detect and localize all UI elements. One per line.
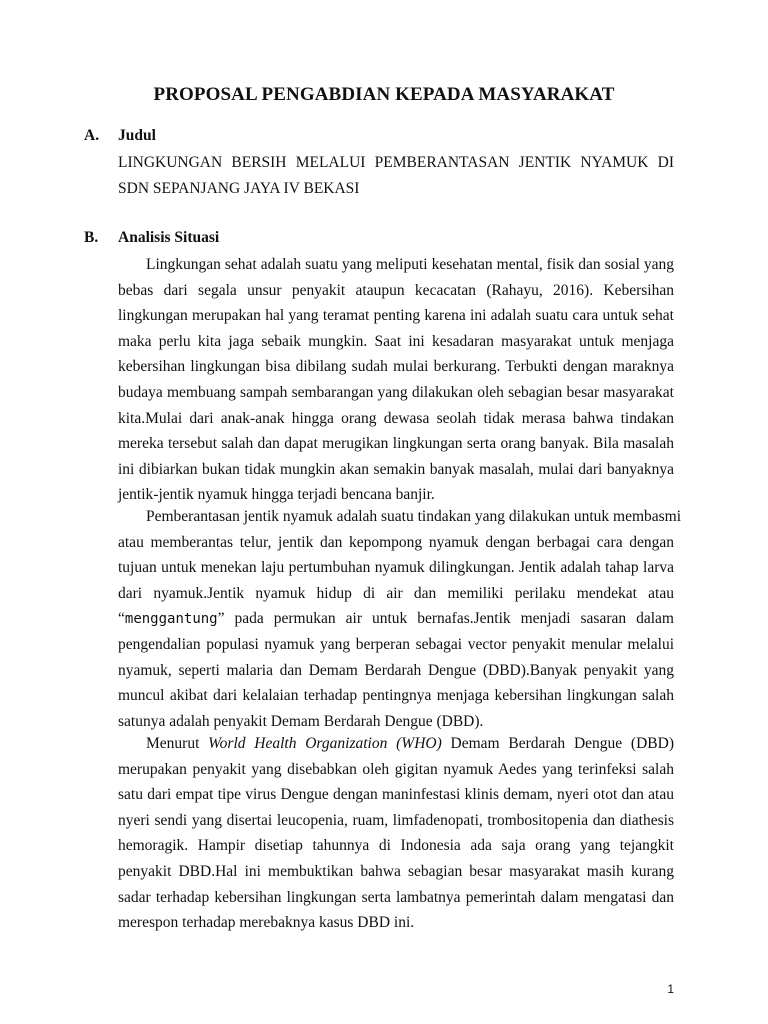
paragraph-line <box>118 606 674 632</box>
quote-rest: ” pada permukan air untuk bernafas.Jentik menjadi sasaran dalam <box>217 610 674 628</box>
p3-prefix: Menurut <box>146 735 209 752</box>
paragraph-line: atau memberantas telur, jentik dan kepompong nyamuk dengan berbagai cara dengan <box>118 533 674 551</box>
paragraph-1 <box>118 252 674 508</box>
paragraph-line: merespon terhadap merebaknya kasus DBD ini. <box>118 914 415 932</box>
section-b-heading <box>84 229 219 247</box>
paragraph-3 <box>118 731 674 936</box>
section-a-title: Judul <box>118 127 156 144</box>
paragraph-line: penyakit DBD.Hal ini membuktikan bahwa sebagian besar masyarakat masih kurang <box>118 862 674 880</box>
paragraph-2 <box>118 504 682 734</box>
paragraph-line: nyamuk, seperti malaria dan Demam Berdarah Dengue (DBD).Banyak penyakit yang <box>118 661 674 679</box>
paragraph-line: Pemberantasan jentik nyamuk adalah suatu tindakan yang dilakukan untuk membasmi <box>146 508 682 525</box>
paragraph-line: ini dibiarkan bukan tidak mungkin akan semakin banyak masalah, mulai dari banyaknya <box>118 460 674 478</box>
document-title: PROPOSAL PENGABDIAN KEPADA MASYARAKAT <box>153 84 615 105</box>
paragraph-line: kita.Mulai dari anak-anak hingga orang dewasa seolah tidak merasa bahwa tindakan <box>118 409 674 427</box>
paragraph-line: nyeri sendi yang disertai leucopenia, ruam, limfadenopati, trombositopenia dan diathesis <box>118 811 674 829</box>
paragraph-line <box>118 731 674 757</box>
p3-suffix: Demam Berdarah Dengue (DBD) <box>441 735 674 752</box>
page-number: 1 <box>667 982 674 996</box>
paragraph-line: dari nyamuk.Jentik nyamuk hidup di air dan memiliki perilaku mendekat atau <box>118 584 674 602</box>
paragraph-line: sadar terhadap kebersihan lingkungan serta lambatnya pemerintah dalam mengatasi dan <box>118 888 674 906</box>
paragraph-line: kebersihan lingkungan bisa dibilang sudah mulai berkurang. Terbukti dengan maraknya <box>118 358 674 376</box>
paragraph-line: lingkungan merupakan hal yang teramat penting karena ini adalah suatu cara untuk sehat <box>118 307 674 325</box>
paragraph-line: jentik-jentik nyamuk hingga terjadi bencana banjir. <box>118 486 435 504</box>
paragraph-line: bebas dari segala unsur penyakit ataupun kecacatan (Rahayu, 2016). Kebersihan <box>118 281 674 299</box>
section-a-body <box>118 150 674 201</box>
judul-line: SDN SEPANJANG JAYA IV BEKASI <box>118 179 360 197</box>
paragraph-line: budaya membuang sampah sembarangan yang dilakukan oleh sebagian besar masyarakat <box>118 383 674 401</box>
paragraph-line: pengendalian populasi nyamuk yang berperan sebagai vector penyakit menular melalui <box>118 635 674 653</box>
quoted-word: menggantung <box>124 611 218 628</box>
paragraph-line: Lingkungan sehat adalah suatu yang meliputi kesehatan mental, fisik dan sosial yang <box>146 256 674 273</box>
section-b-title: Analisis Situasi <box>118 229 220 246</box>
section-a-letter: A. <box>84 127 100 144</box>
quote-open: “ <box>118 610 125 628</box>
judul-line: LINGKUNGAN BERSIH MELALUI PEMBERANTASAN JENTIK NYAMUK DI <box>118 154 674 171</box>
paragraph-line: maka perlu kita jaga sebaik mungkin. Saat ini kesadaran masyarakat untuk menjaga <box>118 332 674 350</box>
paragraph-line: satunya adalah penyakit Demam Berdarah Dengue (DBD). <box>118 712 484 730</box>
section-b-letter: B. <box>84 229 99 246</box>
paragraph-line: mereka tersebut salah dan dapat merugikan lingkungan serta orang banyak. Bila masalah <box>118 435 674 453</box>
who-italic: World Health Organization (WHO) <box>208 735 442 752</box>
section-a-heading <box>84 127 156 145</box>
paragraph-line: hemoragik. Hampir disetiap tahunnya di Indonesia ada saja orang yang tejangkit <box>118 837 674 855</box>
paragraph-line: satu dari empat tipe virus Dengue dengan maninfestasi klinis demam, nyeri otot dan atau <box>118 786 674 804</box>
paragraph-line: merupakan penyakit yang disebabkan oleh gigitan nyamuk Aedes yang terinfeksi salah <box>118 760 674 778</box>
paragraph-line: tujuan untuk menekan laju pertumbuhan nyamuk dilingkungan. Jentik adalah tahap larva <box>118 559 674 577</box>
paragraph-line: muncul akibat dari kelalaian terhadap pentingnya menjaga kebersihan lingkungan salah <box>118 687 674 705</box>
